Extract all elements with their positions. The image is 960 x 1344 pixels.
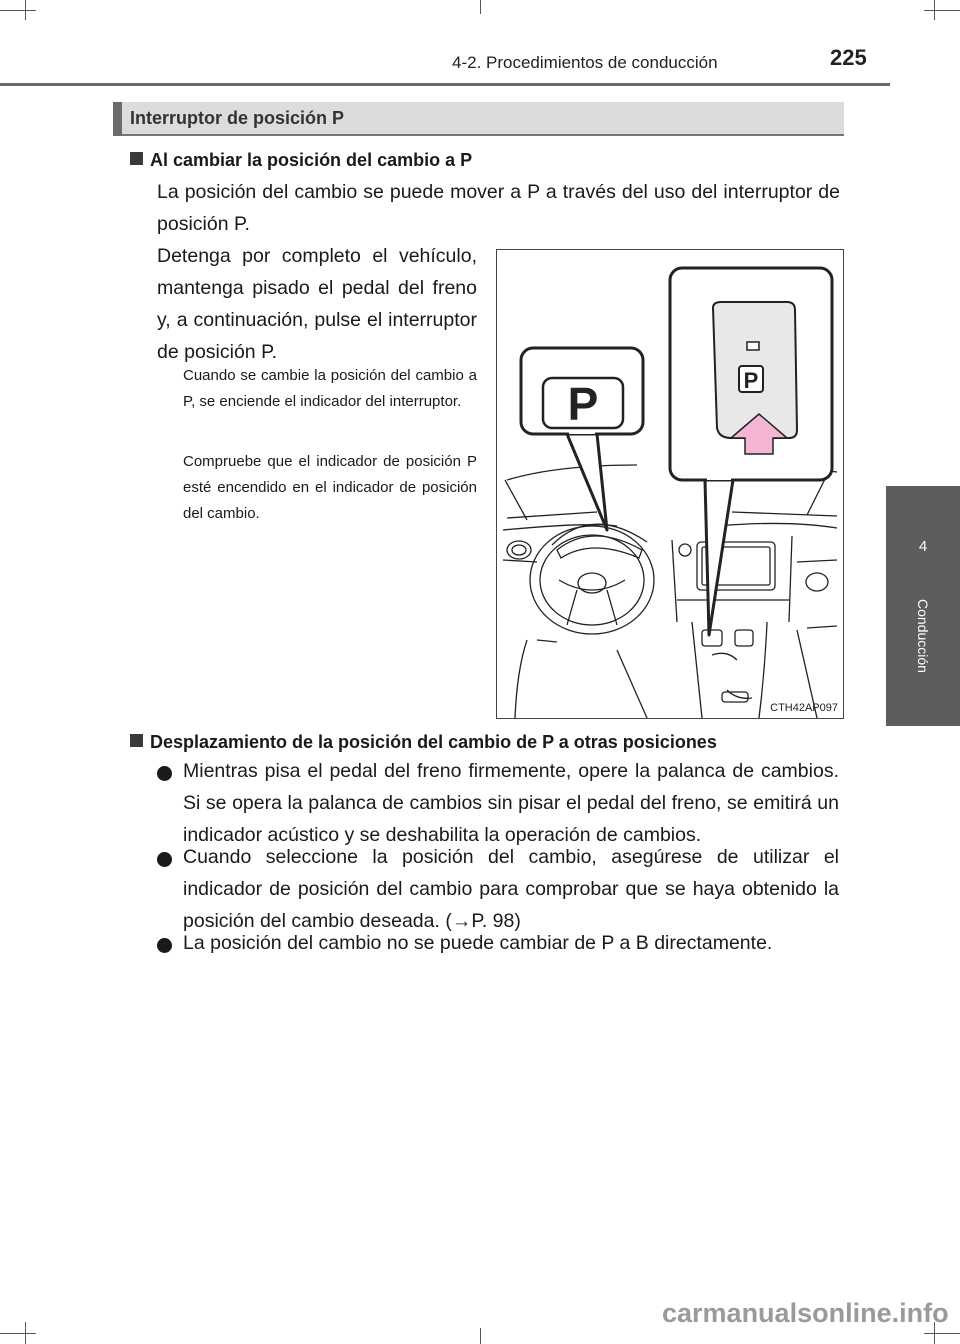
note-indicator-lights: Cuando se cambie la posición del cambio a P, se enciende el indicador del interruptor.: [183, 367, 477, 410]
crop-mark: [25, 1322, 26, 1344]
note-check-indicator: Compruebe que el indicador de posición P esté encendido en el indicador de posición del cambio.: [183, 453, 477, 522]
bullet-dot-icon: [157, 766, 172, 781]
paragraph-intro: La posición del cambio se puede mover a P a través del uso del interruptor de posición P.: [157, 181, 840, 235]
bullet-check-indicator: Cuando seleccione la posición del cambio, asegúrese de utilizar el indicador de posición del cambio para comprobar que se haya obtenido la posición del cambio deseada. (→P. 98): [183, 846, 839, 932]
subheading-change-to-p: [130, 150, 472, 171]
square-bullet-icon: [130, 734, 143, 747]
watermark: carmanualsonline.info: [662, 1298, 949, 1328]
dashboard-line-art: [497, 250, 843, 718]
chapter-number: 4: [918, 538, 928, 555]
crop-mark: [0, 10, 36, 11]
chapter-label: Conducción: [915, 599, 931, 673]
crop-mark: [25, 0, 26, 20]
header-section-title: 4-2. Procedimientos de conducción: [452, 53, 718, 72]
bullet-brake-pedal: Mientras pisa el pedal del freno firmemente, opere la palanca de cambios. Si se opera la palanca de cambios sin pisar el pedal del freno, se emitirá un indicador acústico y se deshabilita la operación de cambios.: [183, 760, 839, 846]
page-number: 225: [830, 45, 867, 70]
paragraph-instructions: Detenga por completo el vehículo, mantenga pisado el pedal del freno y, a continuación, pulse el interruptor de posición P.: [157, 245, 477, 363]
dashboard-illustration: [496, 249, 844, 719]
crop-mark: [480, 1328, 481, 1344]
square-bullet-icon: [130, 152, 143, 165]
bullet-dot-icon: [157, 852, 172, 867]
crop-mark: [934, 0, 935, 20]
chapter-side-tab[interactable]: [886, 486, 960, 726]
header-rule: [0, 83, 890, 86]
figure-code: CTH42AP097: [770, 702, 838, 714]
bullet-dot-icon: [157, 938, 172, 953]
crop-mark: [924, 1333, 960, 1334]
svg-text:P: P: [743, 368, 759, 393]
bullet-p-to-b: La posición del cambio no se puede cambiar de P a B directamente.: [183, 932, 773, 954]
section-heading: [113, 102, 844, 136]
subheading-text: Al cambiar la posición del cambio a P: [150, 150, 473, 170]
subheading-text: Desplazamiento de la posición del cambio de P a otras posiciones: [150, 732, 717, 752]
crop-mark: [0, 1333, 36, 1334]
subheading-shift-from-p: [130, 732, 717, 753]
crop-mark: [924, 10, 960, 11]
section-heading-text: Interruptor de posición P: [130, 108, 345, 128]
callout-p-letter: P: [567, 378, 599, 430]
crop-mark: [480, 0, 481, 14]
